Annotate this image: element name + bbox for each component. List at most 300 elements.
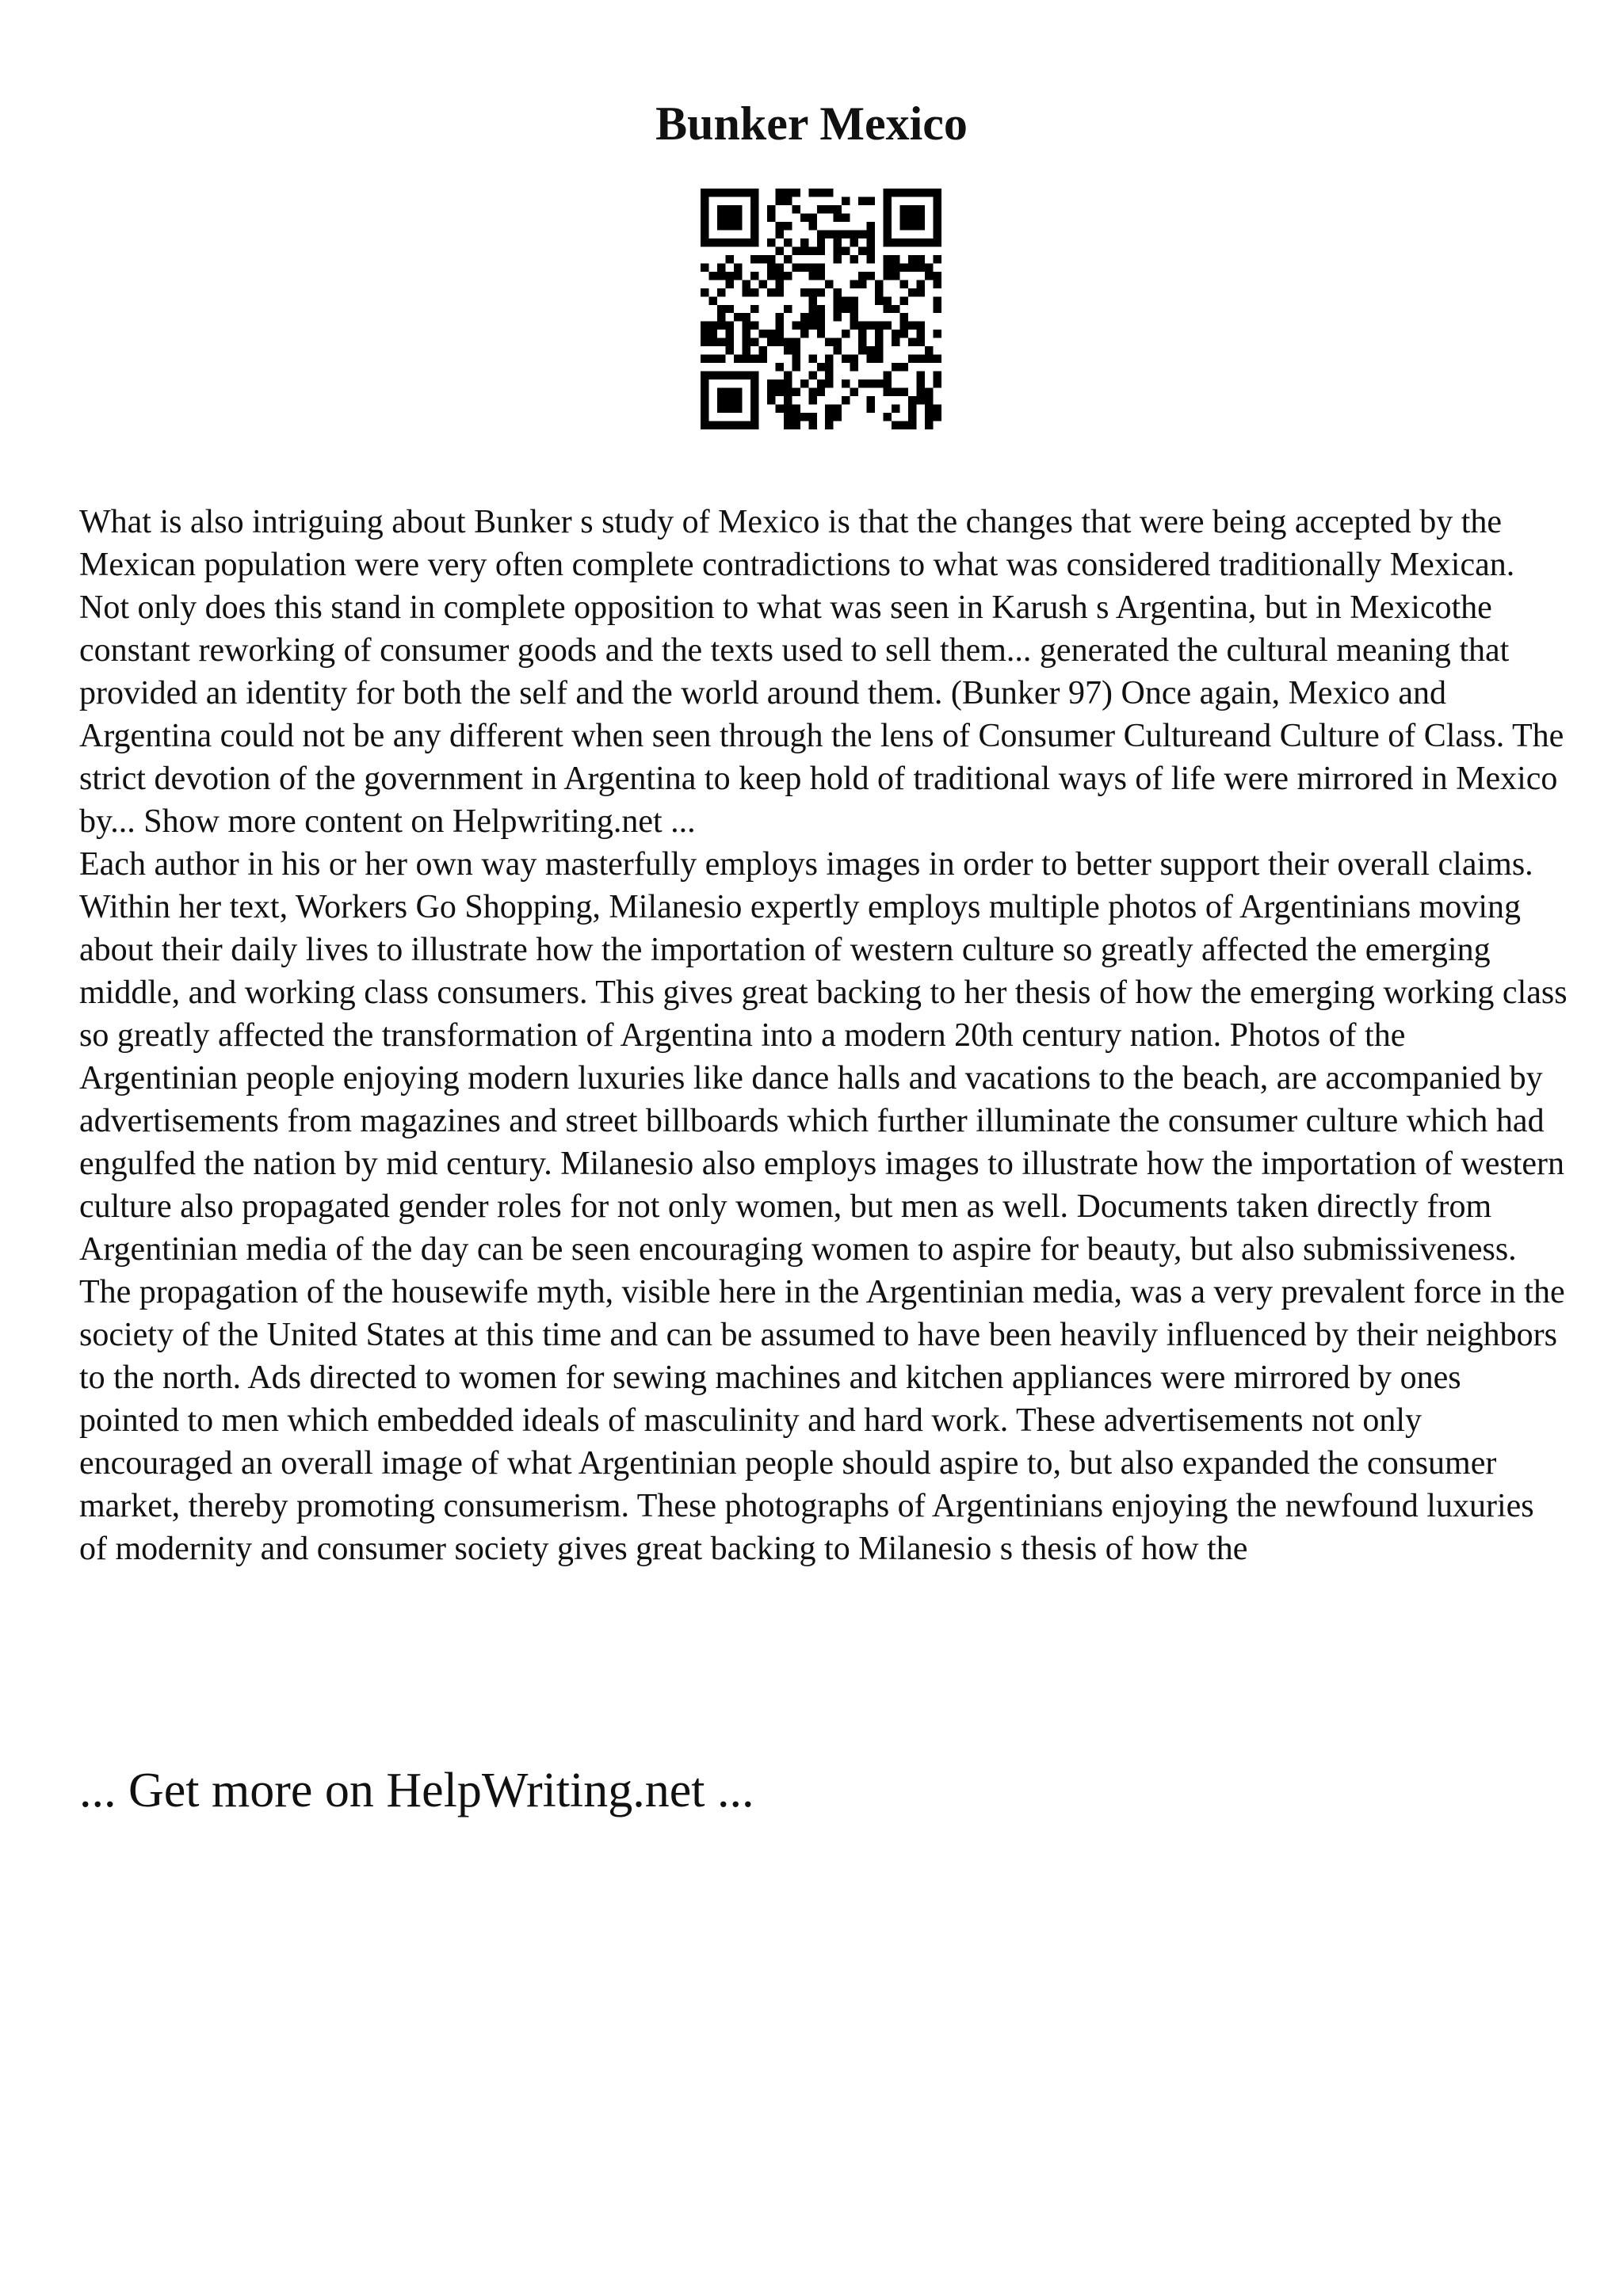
qr-module: [858, 379, 866, 387]
qr-module: [908, 205, 916, 213]
qr-module: [701, 222, 708, 230]
qr-module: [867, 322, 875, 330]
qr-module: [817, 246, 825, 254]
qr-module: [825, 280, 833, 288]
qr-module: [875, 330, 883, 338]
qr-module: [701, 288, 708, 296]
qr-module: [725, 338, 733, 346]
qr-module: [734, 388, 742, 396]
qr-module: [792, 338, 800, 346]
qr-module: [917, 213, 925, 221]
body-paragraph: Each author in his or her own way masterfully employs images in order to better support their overall claims. Within her text, Workers Go Shopping, Milanesio expertly employs multiple photos of Argentinians moving about their daily lives to illustrate how the importation of western culture so greatly affected the emerging middle, and working class consumers. This gives great backing to her thesis of how the emerging working class so greatly affected the transformation of Argentina into a modern 20th century nation. Photos of the Argentinian people enjoying modern luxuries like dance halls and vacations to the beach, are accompanied by advertisements from magazines and street billboards which further illuminate the consumer culture which had engulfed the nation by mid century. Milanesio also employs images to illustrate how the importation of western culture also propagated gender roles for not only women, but men as well. Documents taken directly from Argentinian media of the day can be seen encouraging women to aspire for beauty, but also submissiveness. The propagation of the housewife myth, visible here in the Argentinian media, was a very prevalent force in the society of the United States at this time and can be assumed to have been heavily influenced by their neighbors to the north. Ads directed to women for sewing machines and kitchen appliances were mirrored by ones pointed to men which embedded ideals of masculinity and hard work. These advertisements not only encouraged an overall image of what Argentinian people should aspire to, but also expanded the consumer market, thereby promoting consumerism. These photographs of Argentinians enjoying the newfound luxuries of modernity and consumer society gives great backing to Milanesio s thesis of how the: [79, 846, 1568, 1567]
qr-module: [717, 222, 725, 230]
qr-module: [892, 305, 899, 313]
qr-module: [934, 413, 941, 421]
qr-module: [792, 413, 800, 421]
qr-module: [750, 230, 758, 238]
qr-module: [775, 222, 783, 230]
qr-module: [850, 313, 858, 321]
qr-module: [701, 355, 708, 363]
qr-module: [734, 272, 742, 280]
qr-module: [858, 338, 866, 346]
qr-module: [817, 205, 825, 213]
qr-module: [825, 372, 833, 379]
qr-module: [717, 305, 725, 313]
qr-module: [817, 388, 825, 396]
qr-module: [842, 246, 850, 254]
qr-module: [725, 372, 733, 379]
qr-module: [934, 272, 941, 280]
qr-module: [767, 272, 775, 280]
qr-module: [784, 372, 792, 379]
qr-module: [817, 230, 825, 238]
qr-module: [734, 372, 742, 379]
qr-module: [884, 255, 892, 263]
qr-module: [834, 305, 842, 313]
qr-module: [817, 305, 825, 313]
qr-module: [725, 205, 733, 213]
qr-module: [784, 338, 792, 346]
qr-module: [808, 213, 816, 221]
qr-module: [808, 372, 816, 379]
qr-module: [884, 189, 892, 196]
qr-module: [817, 288, 825, 296]
qr-module: [867, 196, 875, 204]
qr-module: [934, 330, 941, 338]
qr-module: [701, 189, 708, 196]
body-paragraph: What is also intriguing about Bunker s study of Mexico is that the changes that were being accepted by the Mexican population were very often complete contradictions to what was considered traditionally Mexican. Not only does this stand in complete opposition to what was seen in Karush s Argentina, but in Mexicothe constant reworking of consumer goods and the texts used to sell them... generated the cultural meaning that provided an identity for both the self and the world around them. (Bunker 97) Once again, Mexico and Argentina could not be any different when seen through the lens of Consumer Cultureand Culture of Class. The strict devotion of the government in Argentina to keep hold of traditional ways of life were mirrored in Mexico by... Show more content on Helpwriting.net ...: [79, 504, 1564, 840]
qr-module: [717, 272, 725, 280]
qr-module: [742, 189, 750, 196]
qr-module: [925, 421, 933, 429]
qr-module: [775, 405, 783, 413]
qr-module: [808, 413, 816, 421]
qr-module: [858, 322, 866, 330]
qr-module: [908, 421, 916, 429]
qr-module: [808, 263, 816, 271]
qr-module: [717, 322, 725, 330]
qr-module: [784, 238, 792, 246]
qr-module: [842, 396, 850, 404]
qr-module: [892, 255, 899, 263]
qr-module: [900, 238, 908, 246]
qr-module: [701, 396, 708, 404]
qr-module: [917, 330, 925, 338]
qr-module: [808, 305, 816, 313]
qr-module: [825, 379, 833, 387]
qr-module: [934, 355, 941, 363]
qr-module: [892, 238, 899, 246]
qr-module: [892, 263, 899, 271]
qr-module: [842, 230, 850, 238]
qr-module: [867, 405, 875, 413]
qr-module: [917, 222, 925, 230]
qr-module: [800, 322, 808, 330]
qr-module: [917, 355, 925, 363]
qr-module: [917, 255, 925, 263]
qr-module: [892, 272, 899, 280]
qr-module: [925, 355, 933, 363]
qr-module: [900, 421, 908, 429]
qr-module: [792, 246, 800, 254]
qr-module: [792, 189, 800, 196]
qr-module: [934, 189, 941, 196]
qr-module: [775, 388, 783, 396]
qr-module: [750, 305, 758, 313]
qr-module: [767, 379, 775, 387]
qr-module: [884, 379, 892, 387]
qr-module: [825, 355, 833, 363]
qr-module: [884, 230, 892, 238]
qr-module: [767, 238, 775, 246]
qr-code-icon: [701, 189, 941, 429]
qr-module: [717, 189, 725, 196]
qr-module: [925, 405, 933, 413]
qr-module: [708, 372, 716, 379]
qr-module: [717, 238, 725, 246]
qr-module: [908, 338, 916, 346]
qr-module: [775, 330, 783, 338]
qr-module: [908, 213, 916, 221]
qr-module: [734, 355, 742, 363]
qr-module: [742, 421, 750, 429]
qr-module: [884, 322, 892, 330]
qr-module: [701, 322, 708, 330]
qr-module: [750, 322, 758, 330]
qr-module: [825, 230, 833, 238]
qr-module: [867, 272, 875, 280]
qr-module: [934, 296, 941, 304]
qr-module: [808, 313, 816, 321]
qr-module: [725, 238, 733, 246]
qr-module: [925, 346, 933, 354]
qr-module: [784, 222, 792, 230]
qr-module: [934, 405, 941, 413]
qr-module: [867, 379, 875, 387]
qr-module: [808, 288, 816, 296]
qr-module: [925, 238, 933, 246]
qr-module: [808, 272, 816, 280]
qr-module: [850, 296, 858, 304]
qr-module: [742, 322, 750, 330]
qr-module: [750, 405, 758, 413]
qr-module: [867, 230, 875, 238]
qr-module: [934, 238, 941, 246]
qr-module: [858, 330, 866, 338]
qr-module: [708, 189, 716, 196]
qr-module: [884, 238, 892, 246]
qr-module: [808, 246, 816, 254]
qr-module: [825, 413, 833, 421]
qr-module: [758, 346, 766, 354]
qr-module: [742, 313, 750, 321]
qr-module: [900, 330, 908, 338]
qr-module: [834, 296, 842, 304]
qr-module: [784, 346, 792, 354]
qr-module: [850, 322, 858, 330]
qr-module: [825, 205, 833, 213]
qr-module: [817, 238, 825, 246]
qr-module: [800, 330, 808, 338]
qr-module: [708, 322, 716, 330]
qr-module: [892, 421, 899, 429]
qr-module: [934, 196, 941, 204]
qr-module: [875, 379, 883, 387]
qr-module: [734, 313, 742, 321]
qr-module: [775, 322, 783, 330]
qr-module: [750, 338, 758, 346]
qr-module: [775, 246, 783, 254]
qr-module: [908, 263, 916, 271]
qr-module: [925, 396, 933, 404]
qr-module: [725, 189, 733, 196]
qr-module: [817, 263, 825, 271]
qr-module: [834, 255, 842, 263]
qr-module: [792, 263, 800, 271]
qr-module: [908, 189, 916, 196]
qr-module: [717, 405, 725, 413]
qr-module: [742, 330, 750, 338]
qr-module: [858, 230, 866, 238]
qr-module: [884, 413, 892, 421]
qr-module: [825, 421, 833, 429]
qr-module: [908, 322, 916, 330]
qr-module: [900, 322, 908, 330]
qr-module: [842, 330, 850, 338]
qr-module: [917, 205, 925, 213]
qr-module: [884, 196, 892, 204]
qr-module: [917, 322, 925, 330]
qr-module: [892, 388, 899, 396]
qr-module: [701, 263, 708, 271]
qr-module: [767, 388, 775, 396]
qr-module: [934, 205, 941, 213]
qr-module: [717, 213, 725, 221]
qr-module: [734, 189, 742, 196]
qr-module: [792, 388, 800, 396]
qr-module: [767, 255, 775, 263]
qr-module: [808, 189, 816, 196]
qr-module: [750, 421, 758, 429]
qr-module: [934, 280, 941, 288]
qr-module: [800, 313, 808, 321]
qr-module: [917, 372, 925, 379]
qr-module: [701, 405, 708, 413]
qr-module: [767, 263, 775, 271]
qr-module: [750, 288, 758, 296]
qr-module: [875, 346, 883, 354]
qr-module: [800, 213, 808, 221]
qr-module: [701, 213, 708, 221]
qr-module: [742, 238, 750, 246]
qr-module: [784, 255, 792, 263]
qr-module: [834, 288, 842, 296]
qr-module: [834, 213, 842, 221]
qr-module: [867, 396, 875, 404]
qr-module: [917, 263, 925, 271]
qr-module: [725, 405, 733, 413]
qr-module: [900, 222, 908, 230]
qr-module: [750, 355, 758, 363]
qr-module: [925, 388, 933, 396]
qr-module: [750, 413, 758, 421]
qr-module: [850, 255, 858, 263]
qr-module: [701, 379, 708, 387]
qr-module: [742, 346, 750, 354]
qr-module: [808, 322, 816, 330]
qr-module: [934, 222, 941, 230]
qr-module: [875, 322, 883, 330]
qr-module: [742, 355, 750, 363]
document-title: Bunker Mexico: [655, 97, 968, 150]
qr-module: [917, 379, 925, 387]
qr-module: [775, 313, 783, 321]
qr-module: [834, 205, 842, 213]
qr-module: [892, 405, 899, 413]
qr-module: [784, 189, 792, 196]
qr-module: [892, 338, 899, 346]
qr-module: [784, 272, 792, 280]
qr-module: [834, 338, 842, 346]
qr-module: [758, 255, 766, 263]
qr-module: [717, 396, 725, 404]
qr-module: [917, 238, 925, 246]
qr-module: [884, 372, 892, 379]
qr-module: [825, 189, 833, 196]
qr-module: [734, 238, 742, 246]
qr-module: [750, 272, 758, 280]
qr-module: [734, 396, 742, 404]
qr-module: [734, 213, 742, 221]
qr-module: [908, 355, 916, 363]
qr-module: [825, 405, 833, 413]
qr-module: [884, 263, 892, 271]
qr-module: [717, 372, 725, 379]
qr-module: [917, 338, 925, 346]
qr-module: [701, 238, 708, 246]
qr-module: [825, 363, 833, 371]
qr-module: [767, 396, 775, 404]
qr-module: [892, 363, 899, 371]
qr-module: [925, 263, 933, 271]
qr-module: [917, 288, 925, 296]
qr-module: [750, 396, 758, 404]
qr-module: [734, 421, 742, 429]
qr-module: [767, 330, 775, 338]
qr-module: [767, 205, 775, 213]
qr-module: [758, 280, 766, 288]
qr-module: [808, 396, 816, 404]
qr-module: [908, 405, 916, 413]
qr-module: [775, 272, 783, 280]
qr-module: [850, 363, 858, 371]
qr-module: [784, 379, 792, 387]
qr-module: [908, 238, 916, 246]
qr-module: [725, 280, 733, 288]
qr-module: [775, 338, 783, 346]
qr-module: [867, 246, 875, 254]
qr-module: [900, 280, 908, 288]
qr-module: [884, 305, 892, 313]
qr-module: [884, 296, 892, 304]
qr-module: [892, 189, 899, 196]
qr-module: [934, 230, 941, 238]
qr-module: [842, 305, 850, 313]
qr-module: [808, 222, 816, 230]
qr-module: [750, 372, 758, 379]
qr-module: [767, 213, 775, 221]
qr-module: [701, 388, 708, 396]
qr-module: [758, 330, 766, 338]
qr-module: [884, 222, 892, 230]
qr-module: [900, 189, 908, 196]
qr-module: [834, 238, 842, 246]
qr-module: [900, 313, 908, 321]
qr-module: [850, 355, 858, 363]
qr-module: [775, 196, 783, 204]
qr-module: [701, 330, 708, 338]
qr-module: [867, 355, 875, 363]
qr-module: [717, 355, 725, 363]
qr-module: [817, 313, 825, 321]
qr-module: [750, 189, 758, 196]
qr-module: [725, 330, 733, 338]
qr-module: [775, 189, 783, 196]
qr-module: [750, 238, 758, 246]
qr-module: [701, 205, 708, 213]
qr-module: [701, 421, 708, 429]
qr-module: [742, 372, 750, 379]
qr-module: [850, 305, 858, 313]
qr-module: [908, 413, 916, 421]
qr-module: [725, 272, 733, 280]
qr-module: [784, 413, 792, 421]
qr-module: [842, 355, 850, 363]
qr-module: [917, 396, 925, 404]
qr-module: [834, 405, 842, 413]
qr-module: [834, 246, 842, 254]
qr-module: [767, 288, 775, 296]
qr-module: [867, 238, 875, 246]
qr-module: [834, 313, 842, 321]
qr-module: [784, 421, 792, 429]
qr-module: [917, 189, 925, 196]
qr-module: [750, 379, 758, 387]
qr-module: [858, 280, 866, 288]
qr-module: [908, 396, 916, 404]
qr-module: [934, 379, 941, 387]
qr-module: [717, 421, 725, 429]
qr-module: [900, 205, 908, 213]
qr-module: [884, 388, 892, 396]
qr-module: [725, 305, 733, 313]
qr-module: [750, 213, 758, 221]
qr-module: [850, 388, 858, 396]
qr-module: [708, 421, 716, 429]
qr-module: [734, 205, 742, 213]
get-more-link[interactable]: ... Get more on HelpWriting.net ...: [79, 1764, 754, 1817]
qr-module: [825, 338, 833, 346]
qr-module: [900, 213, 908, 221]
qr-module: [708, 330, 716, 338]
qr-module: [717, 263, 725, 271]
qr-module: [800, 413, 808, 421]
qr-module: [792, 322, 800, 330]
qr-module: [842, 196, 850, 204]
qr-module: [925, 272, 933, 280]
qr-module: [784, 305, 792, 313]
qr-module: [817, 189, 825, 196]
